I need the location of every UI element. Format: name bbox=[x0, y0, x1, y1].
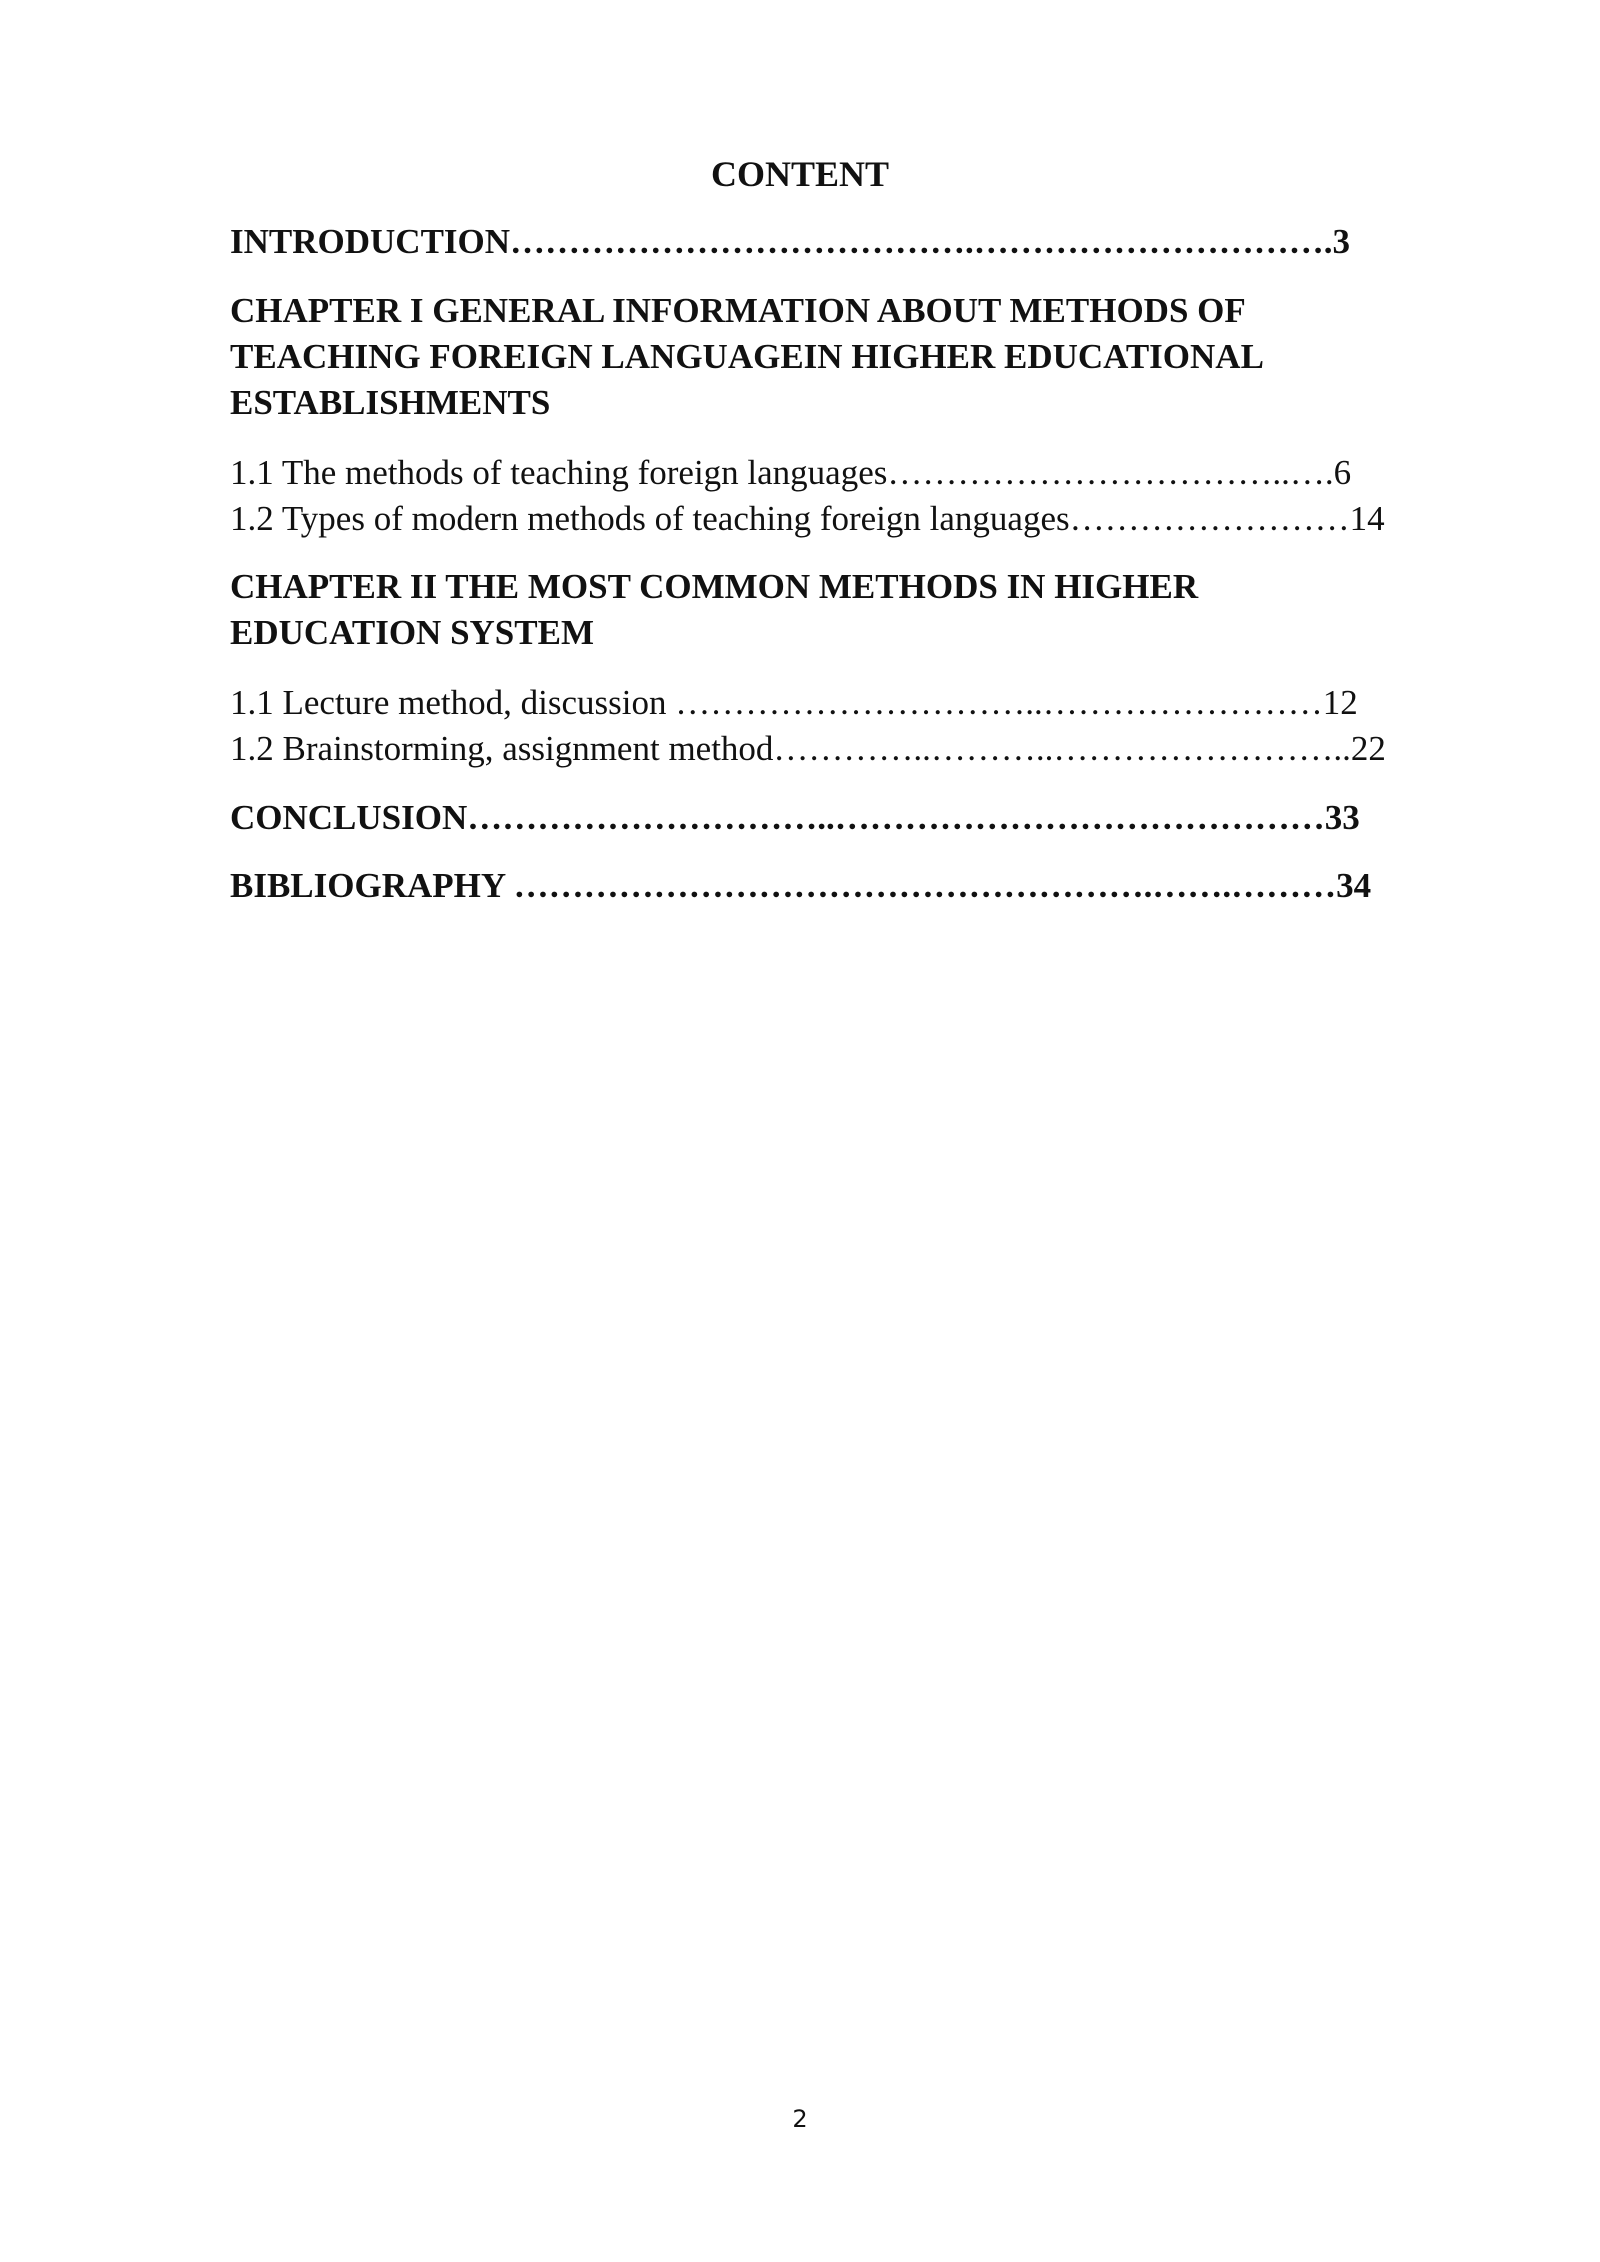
toc-chapter-1-heading-line: CHAPTER I GENERAL INFORMATION ABOUT METHODS OF bbox=[230, 291, 1246, 330]
toc-entry-1-2: 1.2 Types of modern methods of teaching foreign languages……………………14 bbox=[230, 499, 1385, 538]
toc-entry-bibliography: BIBLIOGRAPHY ……………………………………………….…….………34 bbox=[230, 866, 1372, 905]
page-title: CONTENT bbox=[710, 154, 890, 194]
toc-entry-2-2: 1.2 Brainstorming, assignment method…………..………..……………………..22 bbox=[230, 729, 1386, 768]
toc-chapter-1-heading bbox=[230, 288, 1410, 426]
toc-entry-introduction: INTRODUCTION………………………………….………………………….3 bbox=[230, 222, 1351, 261]
toc-chapter-1-heading-line: TEACHING FOREIGN LANGUAGEIN HIGHER EDUCATIONAL bbox=[230, 337, 1264, 376]
toc-entry-2-1: 1.1 Lecture method, discussion …………………………..……………………12 bbox=[230, 683, 1358, 722]
toc-chapter-1-heading-line: ESTABLISHMENTS bbox=[230, 383, 551, 422]
toc-entry-conclusion: CONCLUSION…………………………..……………………………………33 bbox=[230, 798, 1360, 837]
toc-entry-1-1: 1.1 The methods of teaching foreign languages……………………………..….6 bbox=[230, 453, 1352, 492]
page-number: 2 bbox=[792, 2105, 808, 2133]
toc-chapter-2-heading-line: CHAPTER II THE MOST COMMON METHODS IN HIGHER bbox=[230, 567, 1199, 606]
toc-chapter-2-heading bbox=[230, 564, 1410, 656]
toc-chapter-2-heading-line: EDUCATION SYSTEM bbox=[230, 613, 594, 652]
